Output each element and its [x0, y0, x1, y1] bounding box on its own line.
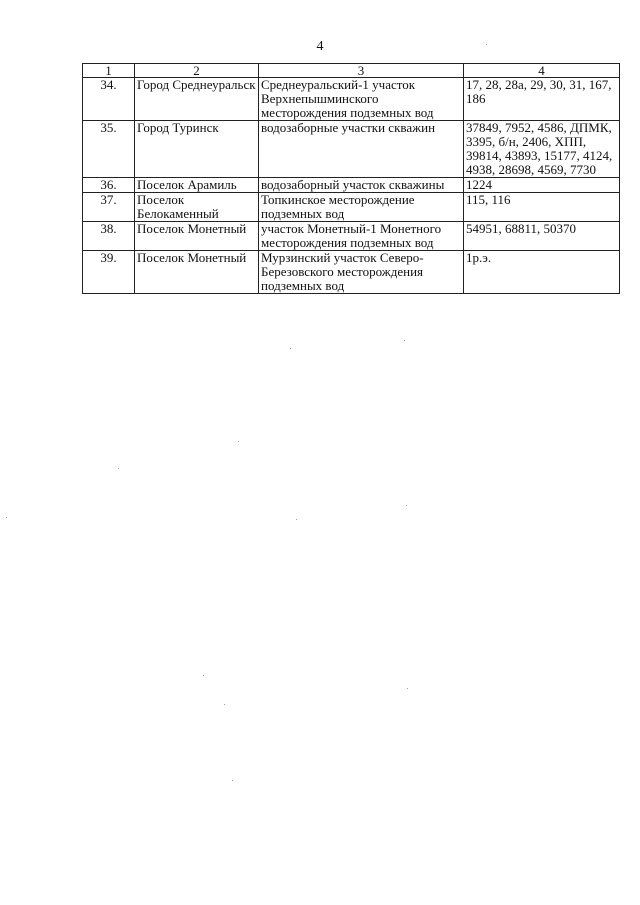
- column-header-3: 3: [259, 64, 464, 78]
- site-cell: водозаборный участок скважины: [259, 178, 464, 193]
- table-body: [83, 78, 620, 294]
- wells-cell: 37849, 7952, 4586, ДПМК, 3395, б/н, 2406, ХПП, 39814, 43893, 15177, 4124, 4938, 28698, 4569, 7730: [464, 121, 620, 178]
- scan-speck: [406, 505, 407, 506]
- table-row: [83, 78, 620, 121]
- site-cell: водозаборные участки скважин: [259, 121, 464, 178]
- scan-speck: [224, 704, 225, 705]
- scan-speck: [6, 517, 7, 518]
- table-row: [83, 251, 620, 294]
- settlement-cell: Поселок Монетный: [135, 251, 259, 294]
- wells-cell: 1р.э.: [464, 251, 620, 294]
- settlement-cell: Поселок Белокаменный: [135, 193, 259, 222]
- row-number: 37.: [83, 193, 135, 222]
- wells-table: [82, 63, 620, 294]
- table-row: [83, 178, 620, 193]
- row-number: 38.: [83, 222, 135, 251]
- site-cell: Среднеуральский-1 участок Верхнепышминского месторождения подземных вод: [259, 78, 464, 121]
- table-row: [83, 222, 620, 251]
- row-number: 39.: [83, 251, 135, 294]
- scan-speck: [238, 441, 239, 442]
- scan-speck: [404, 340, 405, 341]
- table-header-row: [83, 64, 620, 78]
- column-header-4: 4: [464, 64, 620, 78]
- row-number: 35.: [83, 121, 135, 178]
- column-header-1: 1: [83, 64, 135, 78]
- settlement-cell: Город Туринск: [135, 121, 259, 178]
- site-cell: участок Монетный-1 Монетного месторождения подземных вод: [259, 222, 464, 251]
- scan-speck: [290, 348, 291, 349]
- scan-speck: [407, 688, 408, 689]
- site-cell: Мурзинский участок Северо-Березовского месторождения подземных вод: [259, 251, 464, 294]
- table-row: [83, 121, 620, 178]
- scan-speck: [232, 780, 233, 781]
- scan-speck: [296, 519, 297, 520]
- wells-cell: 54951, 68811, 50370: [464, 222, 620, 251]
- row-number: 36.: [83, 178, 135, 193]
- settlement-cell: Поселок Монетный: [135, 222, 259, 251]
- scan-speck: [486, 44, 487, 45]
- row-number: 34.: [83, 78, 135, 121]
- scan-speck: [118, 468, 119, 469]
- wells-cell: 17, 28, 28а, 29, 30, 31, 167, 186: [464, 78, 620, 121]
- settlement-cell: Город Среднеуральск: [135, 78, 259, 121]
- wells-cell: 1224: [464, 178, 620, 193]
- site-cell: Топкинское месторождение подземных вод: [259, 193, 464, 222]
- settlement-cell: Поселок Арамиль: [135, 178, 259, 193]
- table-row: [83, 193, 620, 222]
- table-header: [83, 64, 620, 78]
- page-number: 4: [316, 39, 324, 54]
- column-header-2: 2: [135, 64, 259, 78]
- scan-speck: [203, 675, 204, 676]
- wells-cell: 115, 116: [464, 193, 620, 222]
